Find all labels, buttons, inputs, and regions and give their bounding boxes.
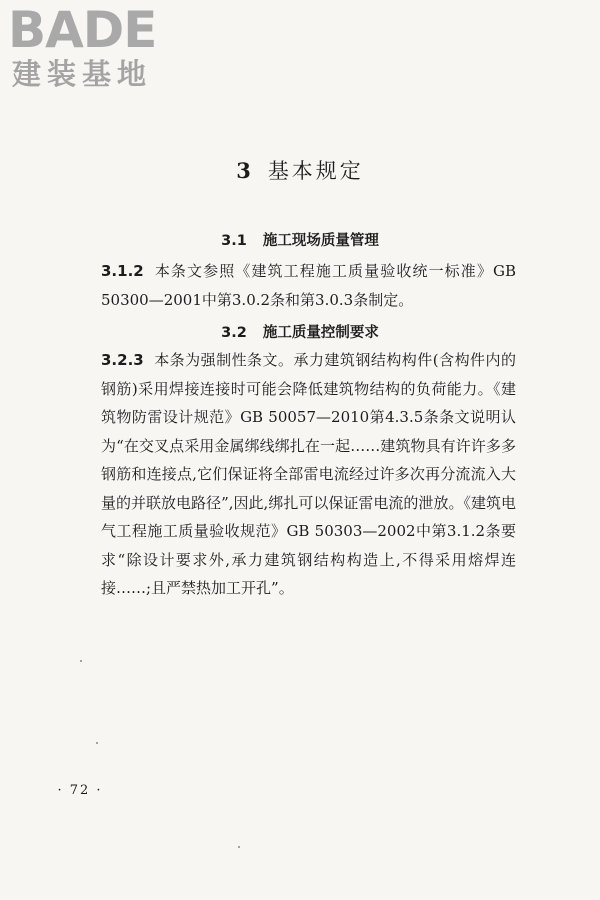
clause-text: 本条文参照《建筑工程施工质量验收统一标准》GB 50300—2001中第3.0.2条和第3.0.3条制定。 xyxy=(101,262,516,309)
chapter-number: 3 xyxy=(236,158,254,183)
section-number: 3.1 xyxy=(221,233,247,249)
section-number: 3.2 xyxy=(221,325,247,341)
clause-number: 3.1.2 xyxy=(101,262,144,280)
watermark-brand-text: BADE xyxy=(8,1,157,59)
section-title: 施工现场质量管理 xyxy=(262,233,379,249)
scan-speck xyxy=(238,846,240,848)
chapter-title-text: 基本规定 xyxy=(267,159,364,183)
clause-3-1-2 xyxy=(101,257,516,314)
page-number: · 72 · xyxy=(57,783,103,798)
section-heading-3-2 xyxy=(0,321,600,342)
section-title: 施工质量控制要求 xyxy=(262,325,379,341)
clause-text: 本条为强制性条文。承力建筑钢结构构件(含构件内的钢筋)采用焊接连接时可能会降低建筑物结构的负荷能力。《建筑物防雷设计规范》GB 50057—2010第4.3.5条条文说明认为“在交叉点采用金属绑线绑扎在一起……建筑物具有许许多多钢筋和连接点,它们保证将全部雷电流经过许多次再分流流入大量的并联放电路径”,因此,绑扎可以保证雷电流的泄放。《建筑电气工程施工质量验收规范》GB 50303—2002中第3.1.2条要求“除设计要求外,承力建筑钢结构构造上,不得采用熔焊连接……;且严禁热加工开孔”。 xyxy=(101,351,516,597)
clause-3-2-3 xyxy=(101,346,516,603)
section-heading-3-1 xyxy=(0,229,600,250)
clause-number: 3.2.3 xyxy=(101,351,144,369)
watermark-subtitle: 建装基地 xyxy=(12,57,153,91)
scan-speck xyxy=(96,742,98,744)
watermark-logo xyxy=(8,1,183,92)
scan-speck xyxy=(80,660,82,662)
chapter-title xyxy=(0,155,600,185)
